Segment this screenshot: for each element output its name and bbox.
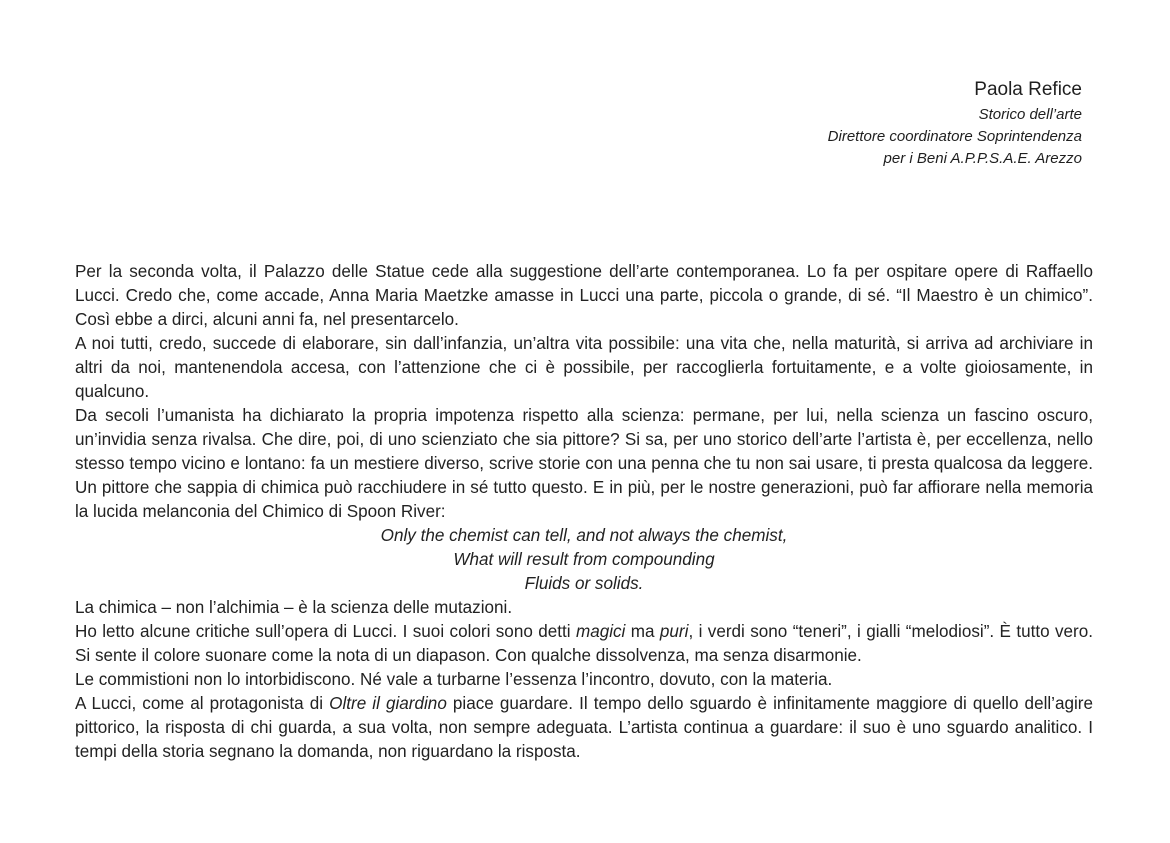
poem-line-3: Fluids or solids. [524, 574, 644, 593]
paragraph-1: Per la seconda volta, il Palazzo delle Statue cede alla suggestione dell’arte contemporanea. Lo fa per ospitare opere di Raffaello Lucci. Credo che, come accade, Anna Maria Maetzke amasse in Lucci una parte, piccola o grande, di sé. “Il Maestro è un chimico”. Così ebbe a dirci, alcuni anni fa, nel presentarcelo. [75, 262, 1093, 329]
poem-line-1: Only the chemist can tell, and not always the chemist, [380, 526, 788, 545]
paragraph-3: Da secoli l’umanista ha dichiarato la propria impotenza rispetto alla scienza: permane, per lui, nella scienza un fascino oscuro, un’invidia senza rivalsa. Che dire, poi, di uno scienziato che sia pittore? Si sa, per uno storico dell’arte l’artista è, per eccellenza, nello stesso tempo vicino e lontano: fa un mestiere diverso, scrive storie con una penna che tu non sai usare, ti presta qualcosa da leggere. Un pittore che sappia di chimica può racchiudere in sé tutto questo. E in più, per le nostre generazioni, può far affiorare nella memoria la lucida melanconia del Chimico di Spoon River: [75, 406, 1093, 521]
article-body [75, 260, 1093, 764]
paragraph-5-text-b: ma [625, 622, 660, 641]
paragraph-2: A noi tutti, credo, succede di elaborare, sin dall’infanzia, un’altra vita possibile: una vita che, nella maturità, si arriva ad archiviare in altri da noi, mantenendola accesa, con l’attenzione che ci è possibile, per raccoglierla fortuitamente, e a volte gioiosamente, in qualcuno. [75, 334, 1093, 401]
author-role-2: Direttore coordinatore Soprintendenza [827, 128, 1082, 145]
poem-quote [75, 524, 1093, 596]
author-block [828, 78, 1082, 170]
paragraph-6: Le commistioni non lo intorbidiscono. Né vale a turbarne l’essenza l’incontro, dovuto, con la materia. [75, 670, 833, 689]
poem-line-2: What will result from compounding [453, 550, 715, 569]
paragraph-5-text-a: Ho letto alcune critiche sull’opera di Lucci. I suoi colori sono detti [75, 622, 576, 641]
paragraph-5 [75, 620, 1093, 668]
paragraph-7-text-a: A Lucci, come al protagonista di [75, 694, 330, 713]
author-role-1: Storico dell’arte [978, 106, 1082, 123]
paragraph-7-film-title: Oltre il giardino [329, 694, 447, 713]
author-role-3: per i Beni A.P.P.S.A.E. Arezzo [883, 150, 1082, 167]
paragraph-5-puri: puri [659, 622, 689, 641]
paragraph-4: La chimica – non l’alchimia – è la scienza delle mutazioni. [75, 598, 513, 617]
paragraph-7 [75, 692, 1093, 764]
paragraph-5-text-c: , i verdi sono “teneri”, i gialli “melodiosi”. È tutto vero. Si sente il colore suonare come la nota di un diapason. Con qualche dissolvenza, ma senza disarmonie. [75, 622, 1094, 665]
paragraph-7-text-b: piace guardare. Il tempo dello sguardo è infinitamente maggiore di quello dell’agire pittorico, la risposta di chi guarda, a sua volta, non sempre adeguata. L’artista continua a guardare: il suo è uno sguardo analitico. I tempi della storia segnano la domanda, non riguardano la risposta. [75, 694, 1093, 761]
author-name: Paola Refice [974, 79, 1082, 100]
paragraph-5-magici: magici [575, 622, 626, 641]
